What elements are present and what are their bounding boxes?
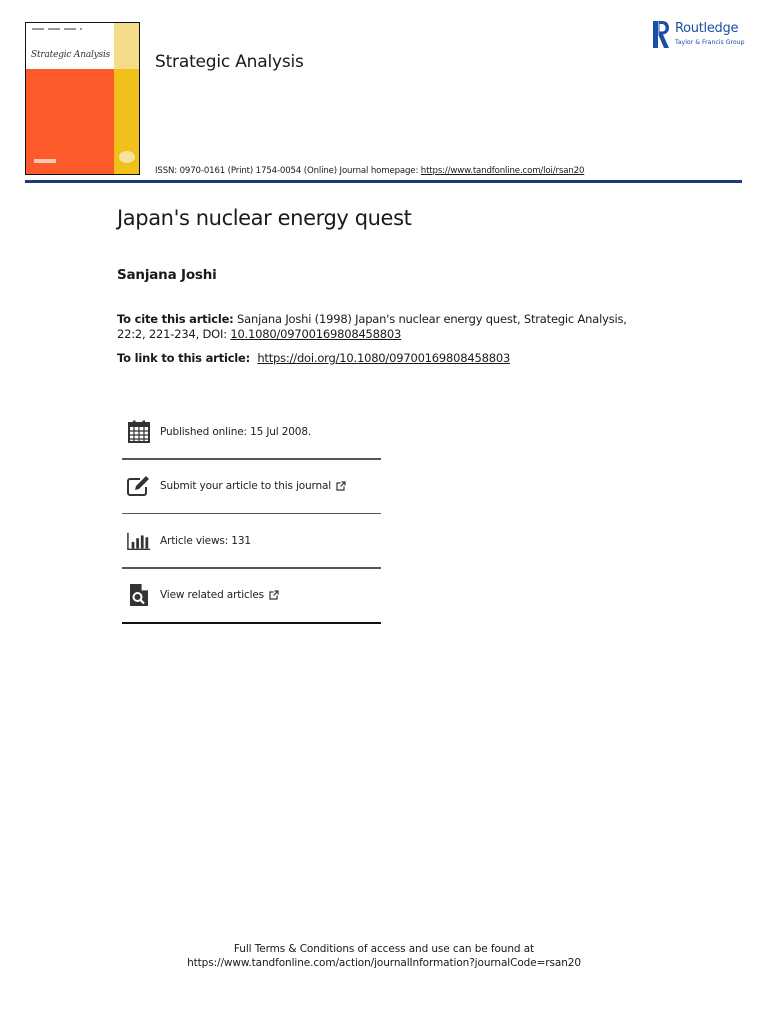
terms-line-1: Full Terms & Conditions of access and use can be found at — [233, 943, 535, 955]
published-online-label: Published online: 15 Jul 2008. — [160, 425, 312, 438]
doi-link[interactable]: 10.1080/09700169808458803 — [230, 326, 402, 341]
article-author: Sanjana Joshi — [117, 267, 217, 283]
cover-meta-line — [32, 28, 82, 30]
terms-footer — [0, 942, 768, 970]
info-bottom-divider — [122, 622, 381, 624]
article-info-list — [122, 405, 381, 624]
journal-homepage-link[interactable]: https://www.tandfonline.com/loi/rsan20 — [420, 166, 585, 176]
search-document-icon — [127, 583, 151, 607]
related-articles-link[interactable] — [160, 589, 279, 601]
cover-seal — [119, 151, 135, 163]
link-label: To link to this article: — [117, 351, 254, 365]
article-doi-url-link[interactable]: https://doi.org/10.1080/09700169808458803 — [257, 351, 511, 365]
external-link-icon — [336, 481, 346, 491]
cover-publisher-logo — [34, 159, 56, 163]
issn-text: ISSN: 0970-0161 (Print) 1754-0054 (Online) Journal homepage: — [155, 166, 421, 176]
cite-text: Sanjana Joshi (1998) Japan's nuclear energy quest, Strategic Analysis, 22:2, 221-234, DOI: — [117, 312, 627, 341]
cover-title: Strategic Analysis — [31, 50, 111, 60]
article-views-label: Article views: 131 — [160, 534, 251, 547]
cite-label: To cite this article: — [117, 312, 234, 326]
header-divider — [25, 180, 742, 183]
submit-article-label: Submit your article to this journal — [160, 480, 332, 492]
article-title: Japan's nuclear energy quest — [117, 206, 412, 230]
external-link-icon — [269, 590, 279, 600]
cover-stripe-top — [114, 23, 140, 69]
edit-icon — [127, 474, 151, 498]
bar-chart-icon — [127, 529, 151, 553]
published-online-row — [122, 405, 381, 458]
journal-cover-thumbnail — [25, 22, 140, 175]
publisher-logo — [653, 21, 753, 49]
related-articles-row[interactable] — [122, 569, 381, 622]
publisher-name: Routledge — [675, 21, 739, 36]
article-link-line — [117, 351, 510, 365]
related-articles-label: View related articles — [160, 589, 264, 601]
calendar-icon — [127, 420, 151, 444]
journal-title: Strategic Analysis — [155, 52, 304, 72]
submit-article-row[interactable] — [122, 460, 381, 513]
routledge-r-icon — [653, 21, 669, 48]
terms-url[interactable]: https://www.tandfonline.com/action/journalInformation?journalCode=rsan20 — [187, 957, 581, 969]
citation-block — [117, 312, 657, 341]
publisher-group: Taylor & Francis Group — [675, 39, 745, 46]
article-views-row — [122, 514, 381, 567]
issn-line — [155, 166, 584, 176]
submit-article-link[interactable] — [160, 480, 346, 492]
